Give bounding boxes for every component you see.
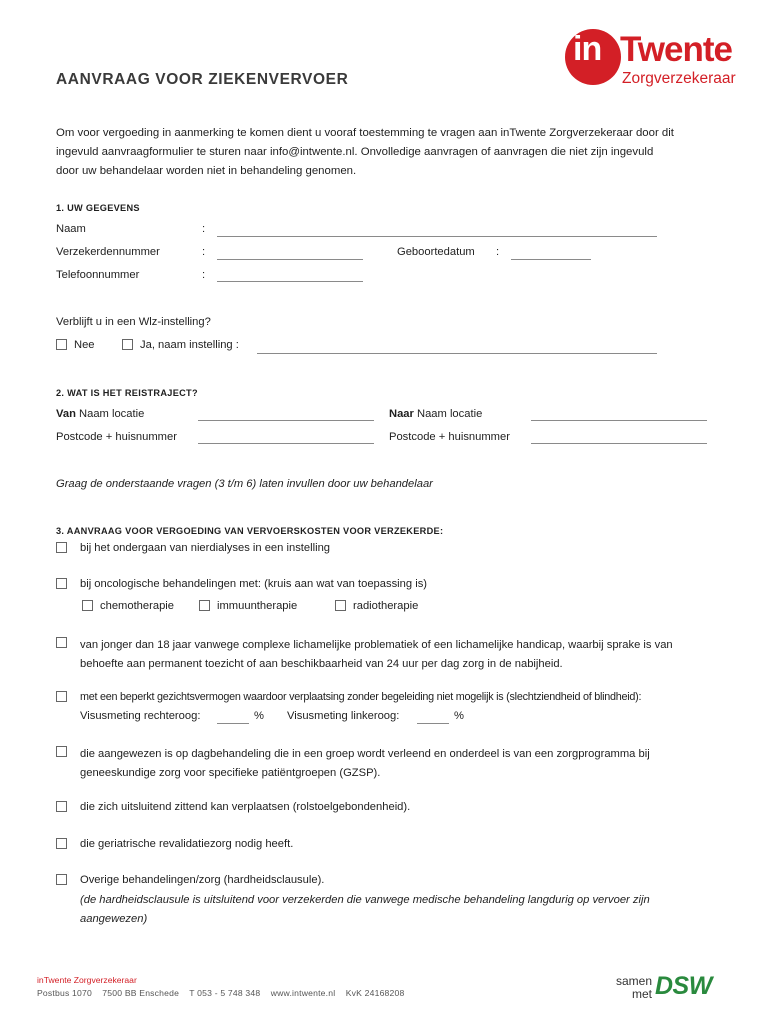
intro-line-2: ingevuld aanvraagformulier te sturen naar info@intwente.nl. Onvolledige aanvragen of aanvragen die niet zijn ingevuld — [56, 146, 654, 158]
naar-locatie-field[interactable] — [531, 420, 707, 421]
dsw-samen: samen — [615, 974, 652, 988]
telefoonnummer-colon: : — [202, 269, 206, 281]
radiotherapie-label: radiotherapie — [353, 600, 419, 612]
overige-label: Overige behandelingen/zorg (hardheidsclausule). — [80, 874, 325, 886]
rolstoel-checkbox[interactable] — [56, 801, 67, 812]
intro-line-1: Om voor vergoeding in aanmerking te komen dient u vooraf toestemming te vragen aan inTwente Zorgverzekeraar door dit — [56, 127, 674, 139]
telefoonnummer-field[interactable] — [217, 281, 363, 282]
nee-label: Nee — [74, 339, 95, 351]
chemotherapie-checkbox[interactable] — [82, 600, 93, 611]
dsw-logo: DSW — [655, 972, 712, 1000]
visus-rechteroog-label: Visusmeting rechteroog: — [80, 710, 201, 722]
footer-brand: inTwente Zorgverzekeraar — [37, 975, 137, 985]
nierdialyse-label: bij het ondergaan van nierdialyses in een instelling — [80, 542, 331, 554]
van-label — [56, 408, 144, 420]
naar-bold: Naar — [389, 408, 414, 420]
geriatrische-checkbox[interactable] — [56, 838, 67, 849]
hardheidsclausule-line-1: (de hardheidsclausule is uitsluitend voor verzekerden die vanwege medische behandeling langdurig op vervoer zijn — [80, 894, 650, 906]
naar-postcode-field[interactable] — [531, 443, 707, 444]
ja-label: Ja, naam instelling : — [140, 339, 239, 351]
naam-colon: : — [202, 223, 206, 235]
dagbehandeling-checkbox[interactable] — [56, 746, 67, 757]
verzekerdennummer-field[interactable] — [217, 259, 363, 260]
gezichtsvermogen-label: met een beperkt gezichtsvermogen waardoor verplaatsing zonder begeleiding niet mogelijk is (slechtziendheid of blindheid): — [80, 691, 642, 703]
intro-line-3: door uw behandelaar worden niet in behandeling genomen. — [56, 165, 357, 177]
nierdialyse-checkbox[interactable] — [56, 542, 67, 553]
dagbehandeling-line-2: geneeskundige zorg voor specifieke patiëntgroepen (GZSP). — [80, 766, 381, 779]
nee-checkbox[interactable] — [56, 339, 67, 350]
behandelaar-note: Graag de onderstaande vragen (3 t/m 6) laten invullen door uw behandelaar — [56, 478, 433, 490]
hardheidsclausule-line-2: aangewezen) — [80, 912, 148, 925]
section-1-heading: 1. UW GEGEVENS — [56, 203, 140, 213]
intro-text — [56, 124, 716, 181]
verzekerdennummer-label: Verzekerdennummer — [56, 246, 160, 258]
ja-checkbox[interactable] — [122, 339, 133, 350]
instelling-field[interactable] — [257, 353, 657, 354]
dsw-met: met — [631, 986, 652, 1001]
van-bold: Van — [56, 408, 76, 420]
verzekerdennummer-colon: : — [202, 246, 206, 258]
immuuntherapie-checkbox[interactable] — [199, 600, 210, 611]
oncologie-label: bij oncologische behandelingen met: (kruis aan wat van toepassing is) — [80, 578, 428, 590]
logo-subtitle: Zorgverzekeraar — [622, 70, 736, 87]
visus-linkeroog-pct: % — [454, 710, 464, 722]
chemotherapie-label: chemotherapie — [100, 600, 175, 612]
dsw-tagline — [612, 975, 652, 1000]
dagbehandeling-line-1: die aangewezen is op dagbehandeling die in een groep wordt verleend en onderdeel is van een zorgprogramma bij — [80, 748, 650, 760]
telefoonnummer-label: Telefoonnummer — [56, 269, 140, 281]
jonger-dan-18-text — [80, 636, 716, 673]
geboortedatum-colon: : — [496, 246, 500, 258]
naam-field[interactable] — [217, 236, 657, 237]
gezichtsvermogen-checkbox[interactable] — [56, 691, 67, 702]
visus-rechteroog-pct: % — [254, 710, 264, 722]
radiotherapie-checkbox[interactable] — [335, 600, 346, 611]
footer-info: Postbus 1070 7500 BB Enschede T 053 - 5 748 348 www.intwente.nl KvK 24168208 — [37, 988, 405, 998]
hardheidsclausule-note — [80, 891, 716, 928]
geboortedatum-label: Geboortedatum — [397, 246, 475, 258]
overige-checkbox[interactable] — [56, 874, 67, 885]
naam-label: Naam — [56, 223, 86, 235]
rolstoel-label: die zich uitsluitend zittend kan verplaatsen (rolstoelgebondenheid). — [80, 801, 411, 813]
geriatrische-label: die geriatrische revalidatiezorg nodig heeft. — [80, 838, 294, 850]
geboortedatum-field[interactable] — [511, 259, 591, 260]
page-title: AANVRAAG VOOR ZIEKENVERVOER — [56, 71, 349, 88]
visus-linkeroog-label: Visusmeting linkeroog: — [287, 710, 400, 722]
van-postcode-field[interactable] — [198, 443, 374, 444]
van-locatie-field[interactable] — [198, 420, 374, 421]
immuuntherapie-label: immuuntherapie — [217, 600, 298, 612]
naar-postcode-label: Postcode + huisnummer — [389, 431, 510, 443]
jonger-dan-18-line-2: behoefte aan permanent toezicht of aan beschikbaarheid van 24 uur per dag zorg in de nabijheid. — [80, 657, 563, 670]
oncologie-checkbox[interactable] — [56, 578, 67, 589]
logo-twente-text: Twente — [620, 30, 732, 69]
visus-rechteroog-field[interactable] — [217, 723, 249, 724]
jonger-dan-18-line-1: van jonger dan 18 jaar vanwege complexe lichamelijke problematiek of een lichamelijke handicap, waarbij sprake is van — [80, 639, 673, 651]
section-2-heading: 2. WAT IS HET REISTRAJECT? — [56, 388, 198, 398]
visus-linkeroog-field[interactable] — [417, 723, 449, 724]
wlz-question: Verblijft u in een Wlz-instelling? — [56, 316, 211, 328]
van-postcode-label: Postcode + huisnummer — [56, 431, 177, 443]
section-3-heading: 3. AANVRAAG VOOR VERGOEDING VAN VERVOERSKOSTEN VOOR VERZEKERDE: — [56, 526, 444, 536]
naar-label — [389, 408, 482, 420]
dagbehandeling-text — [80, 745, 716, 782]
logo-in-text: in — [573, 30, 602, 68]
van-naam-locatie: Naam locatie — [79, 408, 145, 420]
naar-naam-locatie: Naam locatie — [417, 408, 483, 420]
jonger-dan-18-checkbox[interactable] — [56, 637, 67, 648]
